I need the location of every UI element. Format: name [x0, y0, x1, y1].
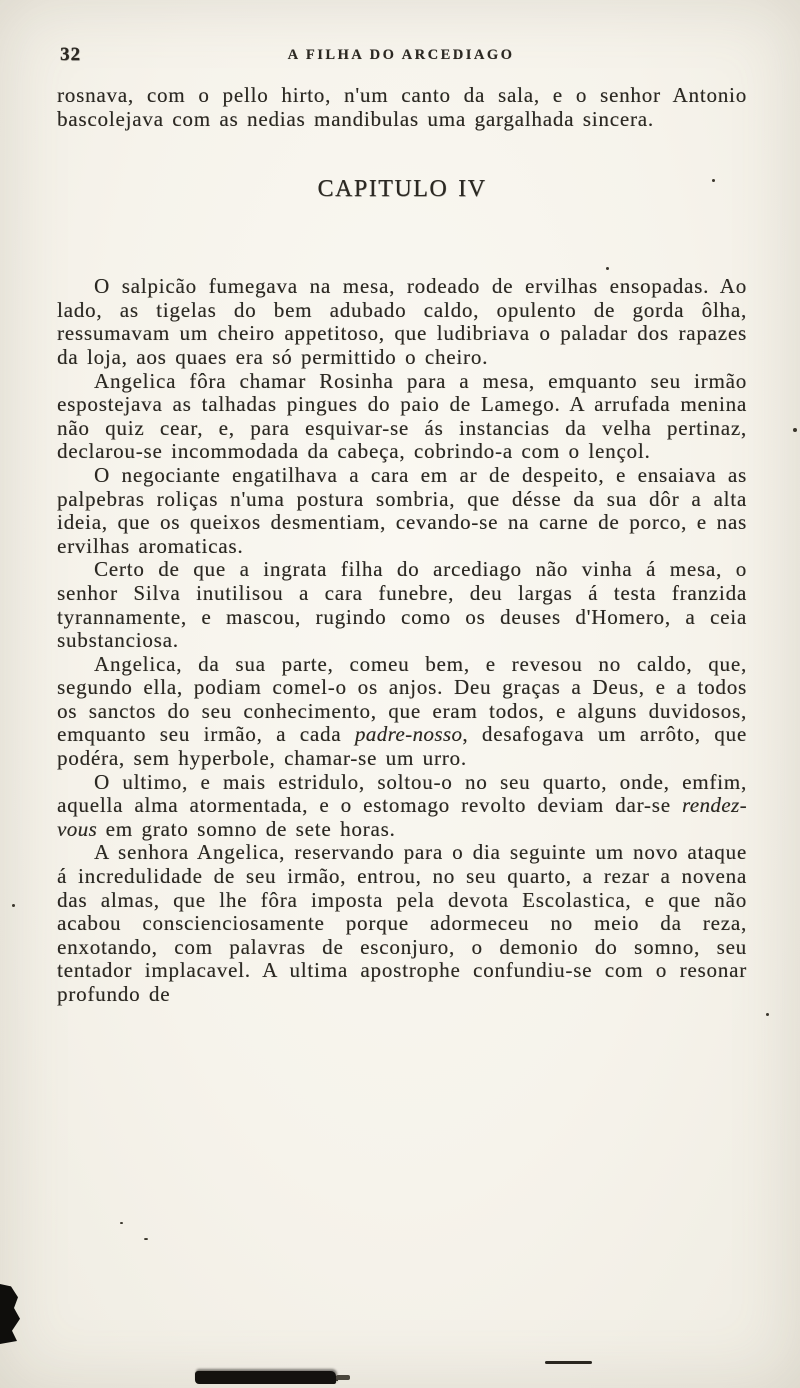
paragraph: Certo de que a ingrata filha do arcediago não vinha á mesa, o senhor Silva inutilisou a cara funebre, deu largas á testa franzida tyrannamente, e mascou, rugindo como os deuses d'Homero, a ceia substanciosa. — [57, 557, 747, 653]
scan-speck — [712, 179, 715, 182]
scan-mark — [545, 1361, 592, 1364]
paragraph-continuation: rosnava, com o pello hirto, n'um canto da sala, e o senhor Antonio bascolejava com as nedias mandibulas uma gargalhada sincera. — [57, 83, 747, 131]
italic-phrase: rendez-vous — [57, 793, 747, 841]
scan-speck — [766, 1013, 769, 1016]
scan-speck — [793, 428, 797, 432]
ink-blot — [0, 1284, 20, 1344]
scan-speck — [12, 904, 15, 907]
paragraph — [57, 771, 747, 842]
paragraph-text: em grato somno de sete horas. — [97, 816, 396, 841]
page-header — [57, 44, 745, 70]
page-number: 32 — [60, 44, 81, 65]
paragraph-text: , desafogava um arrôto, que podéra, sem hyperbole, chamar-se um urro. — [57, 722, 747, 771]
running-title: A FILHA DO ARCEDIAGO — [287, 47, 515, 63]
scan-speck — [606, 267, 609, 270]
paragraph-text: Angelica, da sua parte, comeu bem, e revesou no caldo, que, segundo ella, podiam comel-o os anjos. Deu graças a Deus, e a todos os sanctos do seu conhecimento, que eram todos, e alguns duvidosos, emquanto seu irmão, a cada — [57, 651, 747, 747]
ink-smudge — [195, 1371, 336, 1384]
paragraph: O salpicão fumegava na mesa, rodeado de ervilhas ensopadas. Ao lado, as tigelas do bem adubado caldo, opulento de gorda ôlha, ressumavam um cheiro appetitoso, que ludibriava o paladar dos rapazes da loja, aos quaes era só permittido o cheiro. — [57, 274, 747, 369]
paragraph — [57, 653, 747, 771]
italic-phrase: padre-nosso — [354, 722, 463, 747]
paragraph: O negociante engatilhava a cara em ar de despeito, e ensaiava as palpebras roliças n'uma postura sombria, que désse da sua dôr a alta ideia, que os queixos desmentiam, cevando-se na carne de porco, e nas ervilhas aromaticas. — [57, 462, 747, 558]
paragraph-text: O ultimo, e mais estridulo, soltou-o no seu quarto, onde, emfim, aquella alma atormentada, e o estomago revolto deviam dar-se — [57, 769, 747, 818]
paragraph: A senhora Angelica, reservando para o dia seguinte um novo ataque á incredulidade de seu irmão, entrou, no seu quarto, a rezar a novena das almas, que lhe fôra imposta pela devota Escolastica, e que não acabou conscienciosamente porque adormeceu no meio da reza, enxotando, com palavras de esconjuro, o demonio do somno, seu tentador implacavel. A ultima apostrophe confundiu-se com o resonar profundo de — [57, 840, 747, 1006]
scan-speck — [144, 1238, 148, 1240]
text-block — [57, 84, 747, 1007]
paragraph: Angelica fôra chamar Rosinha para a mesa, emquanto seu irmão espostejava as talhadas pingues do paio de Lamego. A arrufada menina não quiz cear, e, para esquivar-se ás instancias da velha pertinaz, declarou-se incommodada da cabeça, cobrindo-a com o lençol. — [57, 368, 747, 464]
chapter-heading: CAPITULO IV — [317, 176, 487, 203]
scan-speck — [120, 1222, 123, 1224]
